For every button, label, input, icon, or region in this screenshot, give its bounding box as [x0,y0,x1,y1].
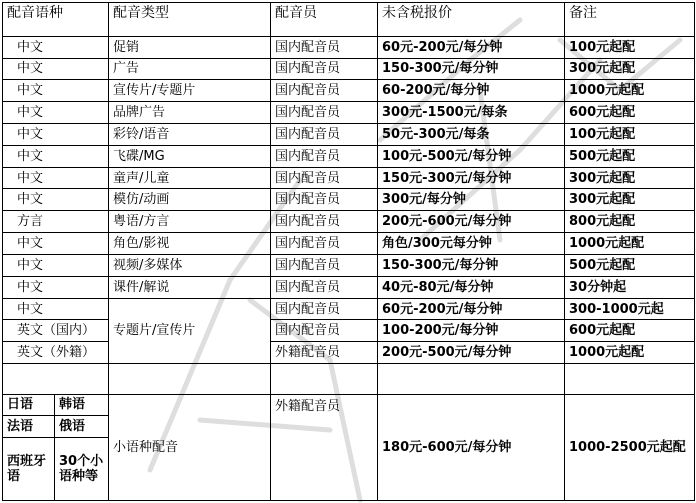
cell-note: 100元起配 [565,36,695,58]
cell-type: 彩铃/语音 [109,123,271,145]
cell-language: 中文 [3,102,109,124]
cell-minor-language: 30个小语种等 [55,437,109,500]
cell-minor-language: 西班牙语 [3,437,55,500]
cell-type: 促销 [109,36,271,58]
cell-price-minor: 180元-600元/每分钟 [378,394,565,500]
cell-note-minor: 1000-2500元起配 [565,394,695,500]
cell-type: 课件/解说 [109,276,271,298]
cell-language: 中文 [3,254,109,276]
cell-language: 英文（国内） [3,320,109,342]
cell-note: 600元起配 [565,320,695,342]
cell-price: 300元/每分钟 [378,189,565,211]
cell-note: 300元起配 [565,58,695,80]
cell-voice: 国内配音员 [271,58,378,80]
cell-language: 中文 [3,276,109,298]
cell-voice: 国内配音员 [271,123,378,145]
cell-voice: 国内配音员 [271,80,378,102]
header-price: 未含税报价 [378,3,565,37]
cell-language: 中文 [3,123,109,145]
cell-price: 200元-500元/每分钟 [378,342,565,364]
cell-type: 粤语/方言 [109,211,271,233]
cell-voice: 国内配音员 [271,211,378,233]
cell-price: 50元-300元/每条 [378,123,565,145]
cell-voice: 国内配音员 [271,298,378,320]
table-row [3,189,695,211]
empty-cell [378,364,565,395]
cell-note: 600元起配 [565,102,695,124]
cell-note: 300-1000元起 [565,298,695,320]
empty-cell [271,364,378,395]
cell-type: 宣传片/专题片 [109,80,271,102]
cell-note: 500元起配 [565,145,695,167]
cell-type-minor: 小语种配音 [109,394,271,500]
cell-voice: 国内配音员 [271,145,378,167]
cell-language: 中文 [3,58,109,80]
table-row [3,102,695,124]
header-note: 备注 [565,3,695,37]
cell-language: 英文（外籍） [3,342,109,364]
cell-language: 中文 [3,167,109,189]
cell-voice: 国内配音员 [271,167,378,189]
cell-price: 150-300元/每分钟 [378,58,565,80]
table-row [3,342,695,364]
table-row [3,80,695,102]
table-row [3,211,695,233]
cell-price: 150-300元/每分钟 [378,254,565,276]
cell-price: 100元-500元/每分钟 [378,145,565,167]
table-row [3,145,695,167]
cell-price: 60元-200元/每分钟 [378,298,565,320]
empty-cell [565,364,695,395]
cell-price: 200元-600元/每分钟 [378,211,565,233]
table-row [3,298,695,320]
table-row [3,394,695,415]
cell-type: 广告 [109,58,271,80]
cell-type: 角色/影视 [109,233,271,255]
cell-voice: 国内配音员 [271,254,378,276]
cell-minor-language: 韩语 [55,394,109,415]
table-row [3,233,695,255]
empty-row [3,364,695,395]
cell-price: 角色/300元每分钟 [378,233,565,255]
cell-price: 60-200元/每分钟 [378,80,565,102]
cell-type-merged: 专题片/宣传片 [109,298,271,363]
header-language: 配音语种 [3,3,109,37]
cell-voice: 国内配音员 [271,320,378,342]
cell-price: 100-200元/每分钟 [378,320,565,342]
cell-language: 中文 [3,36,109,58]
cell-voice: 国内配音员 [271,36,378,58]
cell-voice: 国内配音员 [271,233,378,255]
cell-voice: 国内配音员 [271,189,378,211]
cell-language: 中文 [3,189,109,211]
cell-type: 品牌广告 [109,102,271,124]
cell-language: 中文 [3,145,109,167]
cell-type: 童声/儿童 [109,167,271,189]
cell-type: 模仿/动画 [109,189,271,211]
cell-voice: 国内配音员 [271,102,378,124]
cell-note: 1000元起配 [565,80,695,102]
header-type: 配音类型 [109,3,271,37]
table-row [3,167,695,189]
cell-language: 中文 [3,298,109,320]
cell-minor-language: 日语 [3,394,55,415]
cell-note: 100元起配 [565,123,695,145]
cell-note: 500元起配 [565,254,695,276]
cell-language: 中文 [3,233,109,255]
price-table [2,2,695,501]
cell-minor-language: 俄语 [55,416,109,437]
cell-type: 视频/多媒体 [109,254,271,276]
table-row [3,123,695,145]
header-row [3,3,695,37]
cell-type: 飞碟/MG [109,145,271,167]
cell-voice: 国内配音员 [271,276,378,298]
cell-price: 40元-80元/每分钟 [378,276,565,298]
table-row [3,254,695,276]
cell-voice-minor: 外籍配音员 [271,394,378,500]
cell-note: 30分钟起 [565,276,695,298]
cell-voice: 外籍配音员 [271,342,378,364]
cell-note: 1000元起配 [565,233,695,255]
cell-note: 300元起配 [565,189,695,211]
table-row [3,320,695,342]
table-row [3,36,695,58]
cell-language: 方言 [3,211,109,233]
empty-cell [3,364,109,395]
cell-minor-language: 法语 [3,416,55,437]
cell-note: 300元起配 [565,167,695,189]
cell-price: 60元-200元/每分钟 [378,36,565,58]
empty-cell [109,364,271,395]
cell-price: 150元-300元/每分钟 [378,167,565,189]
cell-note: 800元起配 [565,211,695,233]
cell-price: 300元-1500元/每条 [378,102,565,124]
cell-language: 中文 [3,80,109,102]
header-voice: 配音员 [271,3,378,37]
cell-note: 1000元起配 [565,342,695,364]
table-row [3,276,695,298]
table-row [3,58,695,80]
